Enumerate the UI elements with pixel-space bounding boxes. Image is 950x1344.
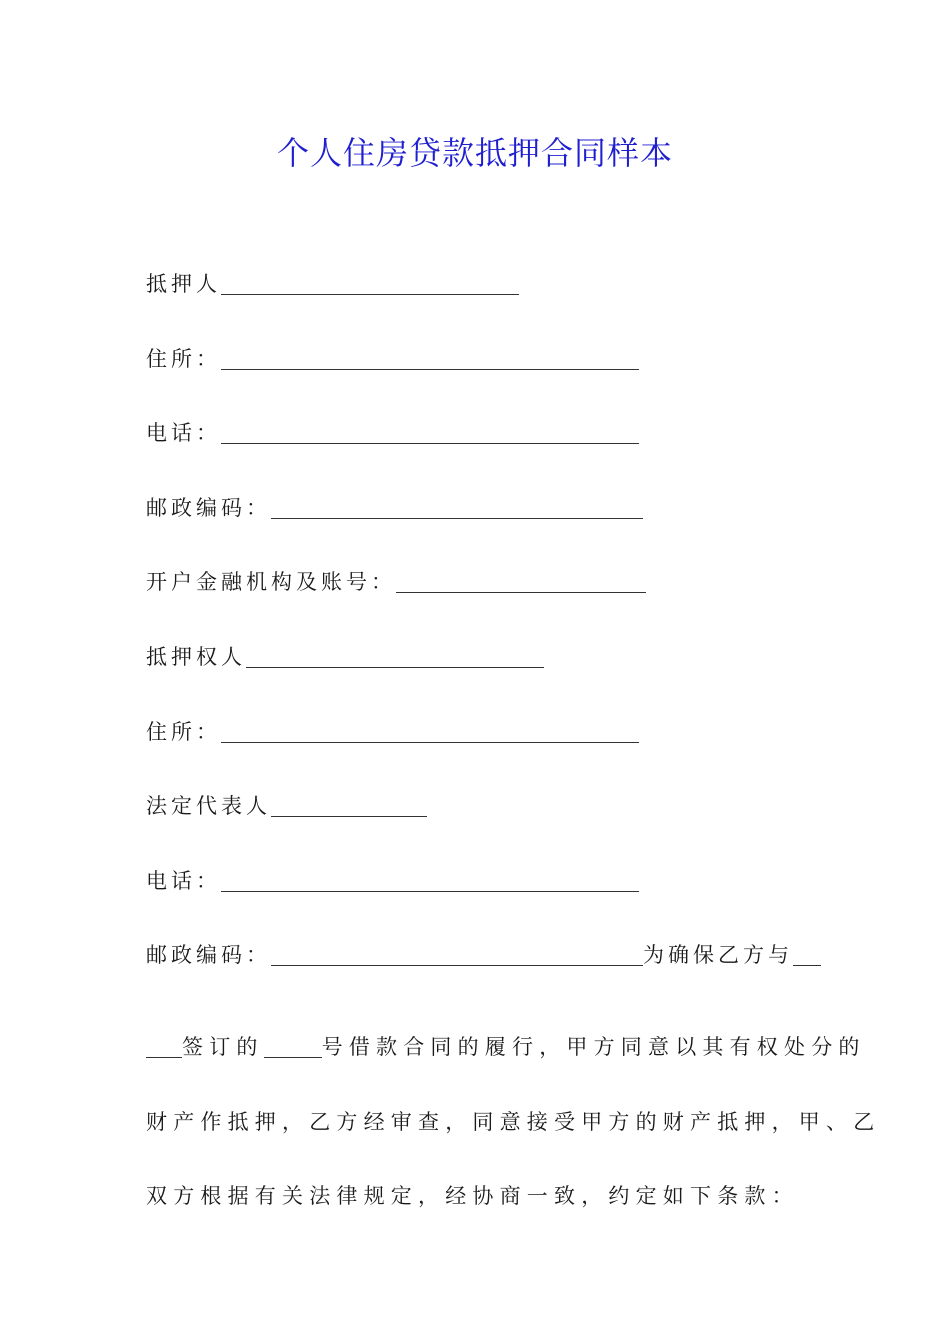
mortgagor-line xyxy=(146,264,826,339)
mortgagee-blank[interactable] xyxy=(246,643,544,668)
mortgagor-bank-blank[interactable] xyxy=(396,568,646,593)
mortgagee-address-blank[interactable] xyxy=(221,718,639,743)
mortgagee-address-label: 住所： xyxy=(146,719,221,744)
mortgagor-phone-blank[interactable] xyxy=(221,419,639,444)
mortgagor-postcode-label: 邮政编码： xyxy=(146,495,271,520)
paragraph-line2-text-b: 号借款合同的履行，甲方同意以其有权处分的 xyxy=(321,1034,866,1059)
mortgagor-address-blank[interactable] xyxy=(221,345,639,370)
party-blank-part1[interactable] xyxy=(793,941,821,966)
document-title: 个人住房贷款抵押合同样本 xyxy=(276,134,673,172)
mortgagee-phone-label: 电话： xyxy=(146,868,221,893)
mortgagor-bank-label: 开户金融机构及账号： xyxy=(146,570,396,595)
mortgagee-line xyxy=(146,637,826,712)
paragraph-line1-text: 为确保乙方与 xyxy=(643,943,793,968)
mortgagee-phone-blank[interactable] xyxy=(221,867,639,892)
paragraph-line2-text-a: 签订的 xyxy=(182,1034,264,1059)
mortgagor-postcode-blank[interactable] xyxy=(271,494,643,519)
paragraph-line-1 xyxy=(146,935,826,1010)
mortgagee-phone-line xyxy=(146,861,826,936)
mortgagee-address-line xyxy=(146,712,826,787)
mortgagor-phone-label: 电话： xyxy=(146,421,221,446)
mortgagor-address-line xyxy=(146,339,826,414)
mortgagee-label: 抵押权人 xyxy=(146,644,246,669)
mortgagee-postcode-blank[interactable] xyxy=(271,941,643,966)
mortgagor-label: 抵押人 xyxy=(146,272,221,296)
paragraph-line-2 xyxy=(146,1010,866,1085)
mortgagee-postcode-label: 邮政编码： xyxy=(146,943,271,968)
contract-fields xyxy=(146,264,881,1234)
paragraph-line-4: 双方根据有关法律规定，经协商一致，约定如下条款： xyxy=(146,1184,799,1209)
paragraph-line-3: 财产作抵押，乙方经审查，同意接受甲方的财产抵押，甲、乙 xyxy=(146,1109,881,1134)
legal-rep-label: 法定代表人 xyxy=(146,794,271,819)
contract-number-blank[interactable] xyxy=(264,1033,322,1058)
mortgagor-blank[interactable] xyxy=(221,270,519,295)
legal-rep-blank[interactable] xyxy=(271,792,427,817)
mortgagor-bank-line xyxy=(146,562,826,637)
mortgagor-postcode-line xyxy=(146,488,826,563)
mortgagor-address-label: 住所： xyxy=(146,346,221,371)
legal-rep-line xyxy=(146,786,826,861)
mortgagor-phone-line xyxy=(146,413,826,488)
party-blank-part2[interactable] xyxy=(146,1033,182,1058)
